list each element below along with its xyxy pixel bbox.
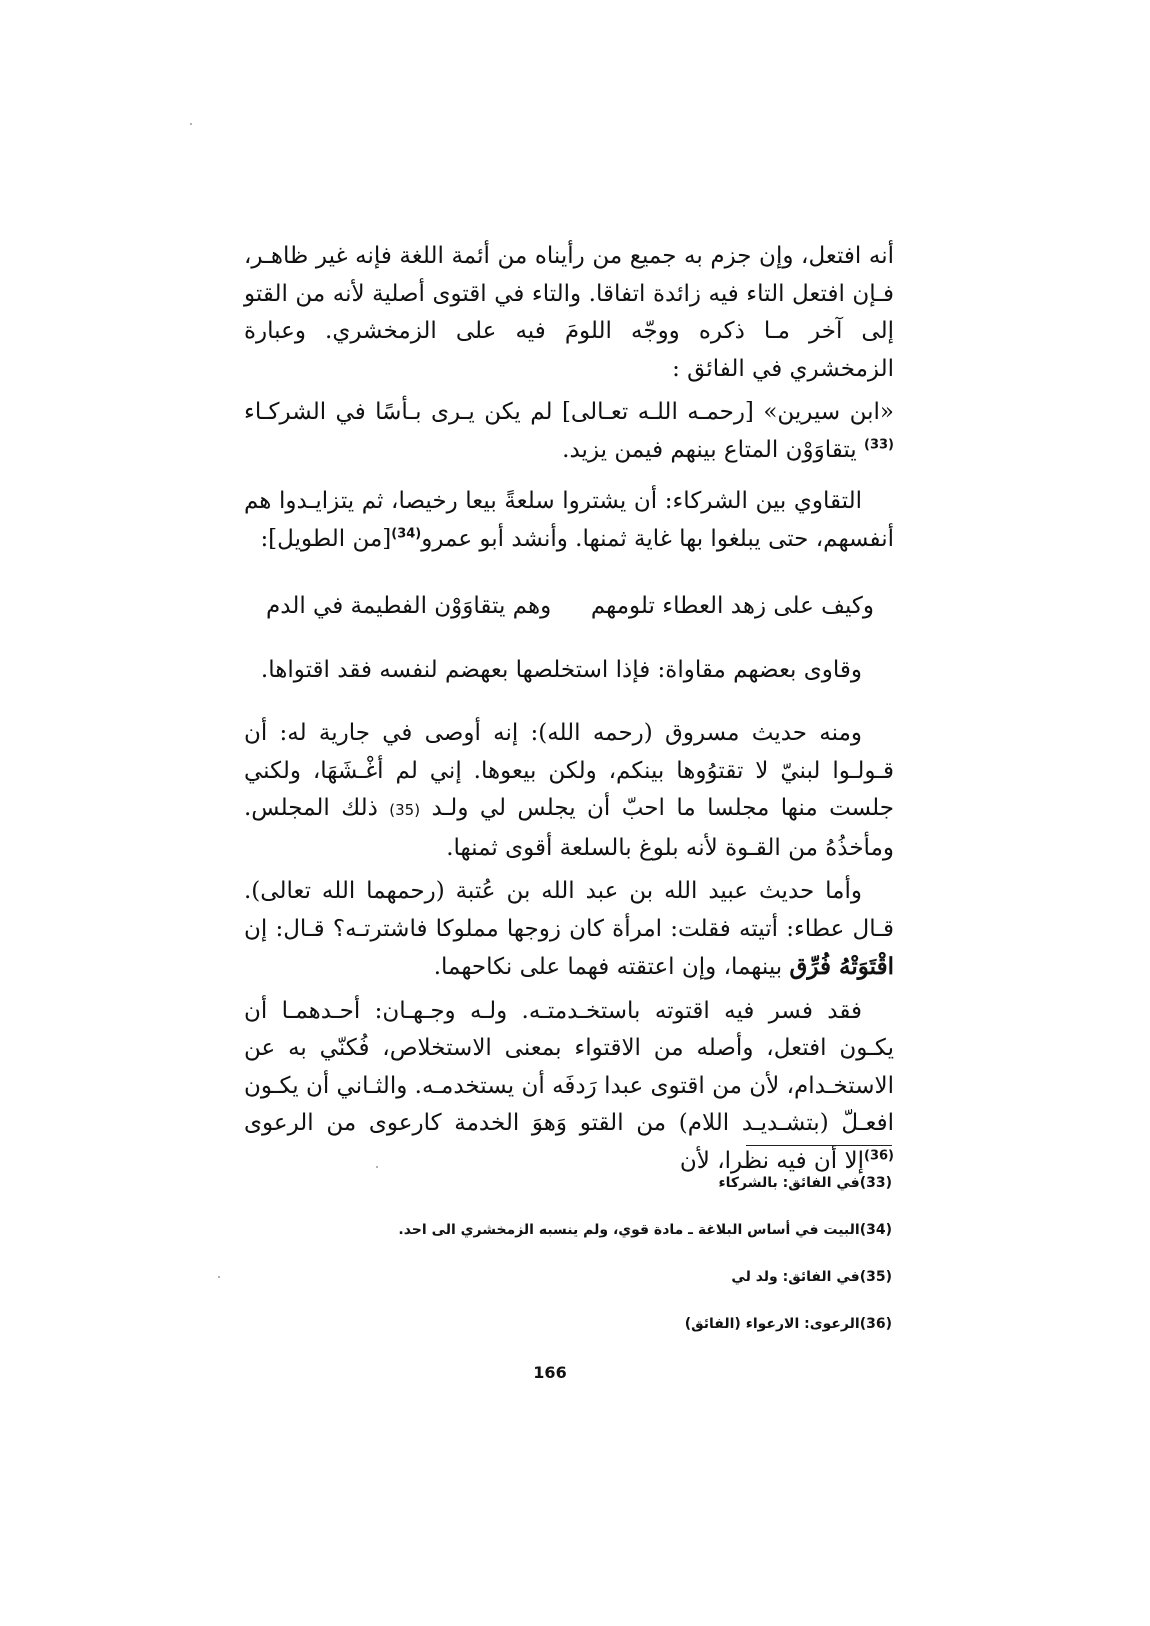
scan-speck (190, 123, 192, 125)
paragraph-5-text-continued: ذلك المجلس. ومأخذُهُ من القـوة لأنه بلوغ بالسلعة أقوى ثمنها. (244, 795, 894, 861)
footnotes (252, 1172, 892, 1360)
paragraph-7-text-continued: إلا أن فيه نظرا، لأن (679, 1147, 864, 1174)
poetry-verse (244, 588, 894, 626)
paragraph-1: أنه افتعل، وإن جزم به جميع من رأيناه من أئمة اللغة فإنه غير ظاهـر، فـإن افتعل التاء فيه زائدة اتفاقا. والتاء في اقتوى أصلية لأنه من القتو إلى آخر مـا ذكره ووجّه اللومَ فيه على الزمخشري. وعبارة الزمخشري في الفائق : (244, 243, 894, 382)
footnote-number: (36) (859, 1316, 892, 1332)
scan-speck (376, 1166, 378, 1168)
scan-speck (218, 1276, 220, 1278)
paragraph-3-text: التقاوي بين الشركاء: أن يشتروا سلعةً بيعا رخيصا، ثم يتزايـدوا هم أنفسهم، حتى يبلغوا بها غاية ثمنها. وأنشد أبو عمرو (244, 488, 894, 552)
paragraph-4: وقاوى بعضهم مقاواة: فإذا استخلصها بعهضم لنفسه فقد اقتواها. (260, 656, 862, 683)
paragraph-5-text: ومنه حديث مسروق (رحمه الله): إنه أوصى في جارية له: أن قـولـوا لبنيّ لا تقتوُوها بينكم، ولكن بيعوها. إني لم أغْـشَهَا، ولكني جلست منها مجلسا ما احبّ أن يجلس لي ولـد (244, 720, 895, 821)
footnote-33 (252, 1172, 892, 1195)
footnote-ref-34: (34) (391, 525, 422, 541)
footnote-text: البيت في أساس البلاغة ـ مادة قوي، ولم ينسبه الزمخشري الى احد. (398, 1222, 860, 1238)
footnote-36 (252, 1313, 892, 1336)
paragraph-6 (244, 873, 894, 987)
verse-second-hemistich: وهم يتقاوَوْن الفطيمة في الدم (266, 593, 552, 619)
footnote-ref-33: (33) (864, 436, 894, 452)
paragraph-2-quote (244, 394, 894, 469)
paragraph-3 (244, 483, 894, 558)
footnote-ref-35: (35) (389, 801, 421, 819)
page-number: 166 (533, 1363, 567, 1382)
footnote-text: في الفائق: ولد لي (731, 1269, 860, 1285)
main-text (244, 238, 894, 1180)
verse-first-hemistich: وكيف على زهد العطاء تلومهم (590, 593, 874, 619)
quote-text-continued: يتقاوَوْن المتاع بينهم فيمن يزيد. (562, 436, 857, 463)
paragraph-6-text-continued: بينهما، وإن اعتقته فهما على نكاحهما. (433, 954, 783, 980)
footnote-separator (746, 1145, 892, 1146)
paragraph-7-text: فقد فسر فيه اقتوته باستخـدمتـه. ولـه وجـهـان: أحـدهمـا أن يكـون افتعل، وأصله من الاقتواء بمعنى الاستخلاص، فُكنّي به عن الاستخـدام، لأن من اقتوى عبدا رَدفَه أن يستخدمـه. والثـاني أن يكـون افعـلّ (بتشـديـد اللام) من القتو وَهوَ الخدمة كارعوى من الرعوى (244, 997, 895, 1136)
hadith-bold-phrase: اقْتَوَتْهُ فُرِّق (789, 953, 894, 980)
footnote-number: (33) (859, 1175, 892, 1191)
footnote-text: في الفائق: بالشركاء (718, 1175, 860, 1191)
footnote-number: (35) (859, 1269, 892, 1285)
footnote-ref-36: (36) (864, 1147, 894, 1163)
meter-label: [من الطويل]: (260, 525, 392, 552)
paragraph-7 (244, 993, 894, 1181)
footnote-35 (252, 1266, 892, 1289)
footnote-34 (252, 1219, 892, 1242)
quote-text: «ابن سيرين» [رحمـه اللـه تعـالى] لم يكن يـرى بـأسًا في الشركـاء (244, 399, 894, 425)
footnote-number: (34) (859, 1222, 892, 1238)
paragraph-5 (244, 715, 894, 867)
paragraph-6-text: وأما حديث عبيد الله بن عبد الله بن عُتبة (رحمهما الله تعالى). قـال عطاء: أتيته فقلت: امرأة كان زوجها مملوكا فاشترتـه؟ قـال: إن (244, 878, 894, 942)
footnote-text: الرعوى: الارعواء (الفائق) (684, 1316, 860, 1332)
